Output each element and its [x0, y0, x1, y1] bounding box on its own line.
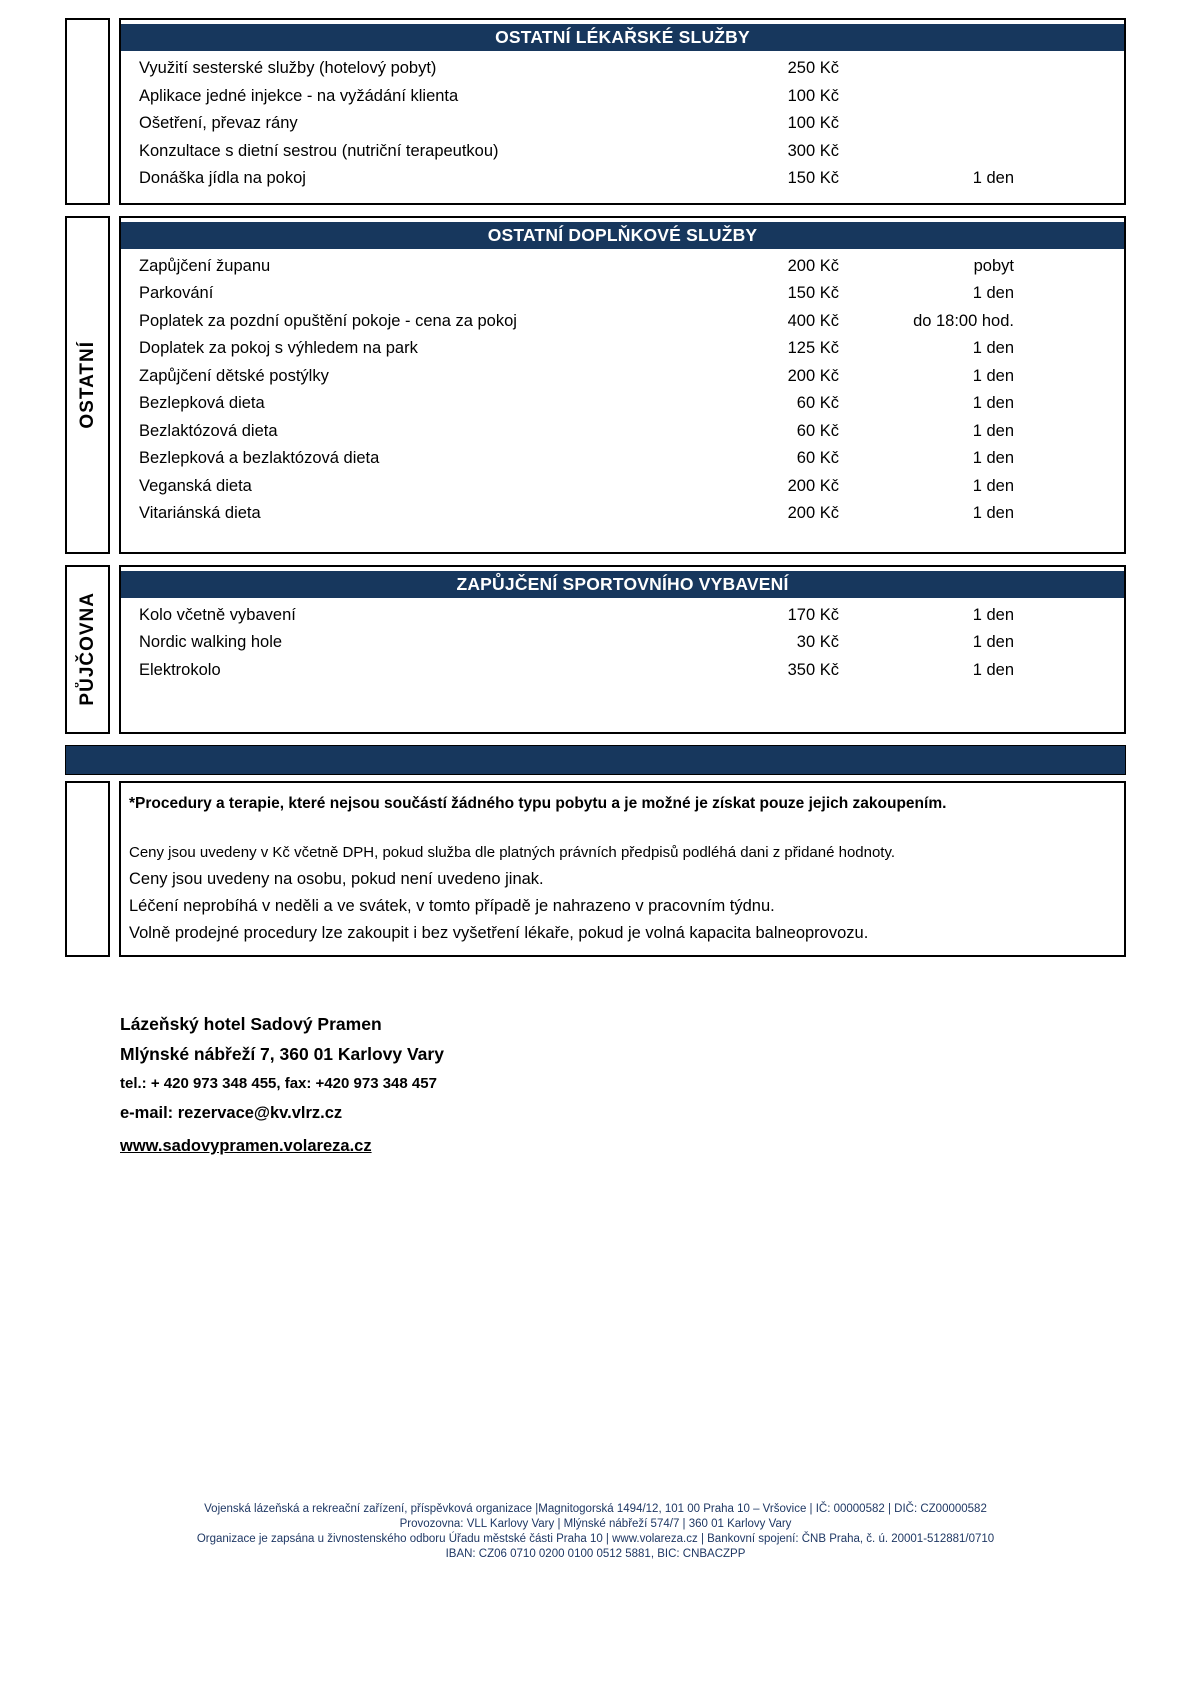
table-header: OSTATNÍ DOPLŇKOVÉ SLUŽBY	[121, 222, 1124, 249]
page-content	[65, 18, 1126, 1156]
table-row	[121, 473, 1124, 501]
footer-line: Vojenská lázeňská a rekreační zařízení, příspěvková organizace |Magnitogorská 1494/12, 101 00 Praha 10 – Vršovice | IČ: 00000582 | DIČ: CZ00000582	[204, 1503, 987, 1515]
table-rows	[121, 249, 1124, 552]
row-service-name: Bezlepková dieta	[139, 394, 265, 413]
row-price: 150 Kč	[787, 284, 839, 303]
row-service-name: Konzultace s dietní sestrou (nutriční terapeutkou)	[139, 141, 499, 160]
hotel-phone-fax: tel.: + 420 973 348 455, fax: +420 973 348 457	[120, 1075, 437, 1092]
row-service-name: Veganská dieta	[139, 476, 252, 495]
tables-container	[65, 18, 1126, 734]
table-row	[121, 253, 1124, 281]
price-table-section	[65, 565, 1126, 735]
table-row	[121, 629, 1124, 657]
row-price: 250 Kč	[787, 59, 839, 78]
row-price: 200 Kč	[787, 504, 839, 523]
hotel-website-link[interactable]: www.sadovypramen.volareza.cz	[120, 1137, 372, 1155]
table-rows	[121, 598, 1124, 733]
note-line: Ceny jsou uvedeny na osobu, pokud není uvedeno jinak.	[129, 870, 544, 888]
row-service-name: Zapůjčení dětské postýlky	[139, 366, 329, 385]
table-side-label: OSTATNÍ	[65, 216, 110, 554]
row-duration: 1 den	[972, 660, 1014, 679]
page-footer	[0, 1502, 1191, 1562]
row-duration: 1 den	[972, 633, 1014, 652]
row-duration: 1 den	[972, 449, 1014, 468]
hotel-email: e-mail: rezervace@kv.vlrz.cz	[120, 1104, 343, 1122]
row-duration: do 18:00 hod.	[913, 311, 1014, 330]
row-price: 60 Kč	[796, 394, 839, 413]
table-row	[121, 335, 1124, 363]
footer-line: IBAN: CZ06 0710 0200 0100 0512 5881, BIC: CNBACZPP	[445, 1548, 746, 1560]
row-price: 400 Kč	[787, 311, 839, 330]
row-price: 350 Kč	[787, 660, 839, 679]
row-duration: 1 den	[972, 394, 1014, 413]
row-duration: 1 den	[972, 421, 1014, 440]
row-price: 170 Kč	[787, 605, 839, 624]
price-table-section	[65, 216, 1126, 554]
empty-header-bar	[65, 745, 1126, 775]
row-service-name: Bezlepková a bezlaktózová dieta	[139, 449, 380, 468]
row-price: 60 Kč	[796, 449, 839, 468]
row-service-name: Kolo včetně vybavení	[139, 605, 296, 624]
row-price: 30 Kč	[796, 633, 839, 652]
table-row	[121, 445, 1124, 473]
table-header: ZAPŮJČENÍ SPORTOVNÍHO VYBAVENÍ	[121, 571, 1124, 598]
note-lines	[129, 839, 1110, 947]
row-service-name: Využití sesterské služby (hotelový pobyt)	[139, 59, 437, 78]
row-price: 200 Kč	[787, 256, 839, 275]
note-line: Léčení neprobíhá v neděli a ve svátek, v tomto případě je nahrazeno v pracovním týdnu.	[129, 897, 775, 915]
row-service-name: Nordic walking hole	[139, 633, 283, 652]
row-service-name: Bezlaktózová dieta	[139, 421, 278, 440]
table-row	[121, 390, 1124, 418]
table-row	[121, 657, 1124, 685]
row-duration: 1 den	[972, 284, 1014, 303]
table-side-label: PŮJČOVNA	[65, 565, 110, 735]
row-price: 100 Kč	[787, 86, 839, 105]
note-spacer	[129, 817, 1110, 839]
table-row	[121, 602, 1124, 630]
table-row	[121, 138, 1124, 166]
price-table-section	[65, 18, 1126, 205]
table-header: OSTATNÍ LÉKAŘSKÉ SLUŽBY	[121, 24, 1124, 51]
row-duration: 1 den	[972, 366, 1014, 385]
row-duration: 1 den	[972, 339, 1014, 358]
row-service-name: Doplatek za pokoj s výhledem na park	[139, 339, 418, 358]
table-row	[121, 500, 1124, 528]
footer-line: Organizace je zapsána u živnostenského odboru Úřadu městské části Praha 10 | www.volareza.cz | Bankovní spojení: ČNB Praha, č. ú. 20001-512881/0710	[196, 1533, 995, 1545]
row-service-name: Zapůjčení županu	[139, 256, 271, 275]
row-duration: 1 den	[972, 605, 1014, 624]
notes-section	[65, 781, 1126, 957]
note-line: Ceny jsou uvedeny v Kč včetně DPH, pokud služba dle platných právních předpisů podléhá dani z přidané hodnoty.	[129, 844, 896, 861]
row-service-name: Ošetření, převaz rány	[139, 114, 298, 133]
footer-lines	[0, 1502, 1191, 1562]
price-table	[119, 216, 1126, 554]
row-service-name: Donáška jídla na pokoj	[139, 169, 306, 188]
row-duration: 1 den	[972, 504, 1014, 523]
row-price: 150 Kč	[787, 169, 839, 188]
row-price: 200 Kč	[787, 476, 839, 495]
notes-box	[119, 781, 1126, 957]
footer-line: Provozovna: VLL Karlovy Vary | Mlýnské nábřeží 574/7 | 360 01 Karlovy Vary	[399, 1518, 792, 1530]
row-price: 100 Kč	[787, 114, 839, 133]
row-service-name: Elektrokolo	[139, 660, 221, 679]
price-table	[119, 565, 1126, 735]
price-table	[119, 18, 1126, 205]
notes-side-cell	[65, 781, 110, 957]
row-duration: 1 den	[972, 169, 1014, 188]
row-duration: pobyt	[973, 256, 1014, 275]
row-price: 300 Kč	[787, 141, 839, 160]
row-price: 200 Kč	[787, 366, 839, 385]
table-side-label	[65, 18, 110, 205]
table-row	[121, 280, 1124, 308]
row-service-name: Poplatek za pozdní opuštění pokoje - cena za pokoj	[139, 311, 517, 330]
row-price: 60 Kč	[796, 421, 839, 440]
table-row	[121, 83, 1124, 111]
row-service-name: Vitariánská dieta	[139, 504, 261, 523]
table-row	[121, 165, 1124, 193]
table-rows	[121, 51, 1124, 203]
note-line: Volně prodejné procedury lze zakoupit i bez vyšetření lékaře, pokud je volná kapacita balneoprovozu.	[129, 924, 869, 942]
table-row	[121, 110, 1124, 138]
table-row	[121, 308, 1124, 336]
table-row	[121, 363, 1124, 391]
contact-block	[120, 1009, 1126, 1156]
row-duration: 1 den	[972, 476, 1014, 495]
table-row	[121, 55, 1124, 83]
row-service-name: Aplikace jedné injekce - na vyžádání klienta	[139, 86, 459, 105]
row-service-name: Parkování	[139, 284, 214, 303]
table-row	[121, 418, 1124, 446]
hotel-name: Lázeňský hotel Sadový Pramen	[120, 1014, 382, 1034]
note-highlight: *Procedury a terapie, které nejsou součástí žádného typu pobytu a je možné je získat pouze jejich zakoupením.	[129, 795, 947, 812]
row-price: 125 Kč	[787, 339, 839, 358]
hotel-address: Mlýnské nábřeží 7, 360 01 Karlovy Vary	[120, 1044, 444, 1064]
